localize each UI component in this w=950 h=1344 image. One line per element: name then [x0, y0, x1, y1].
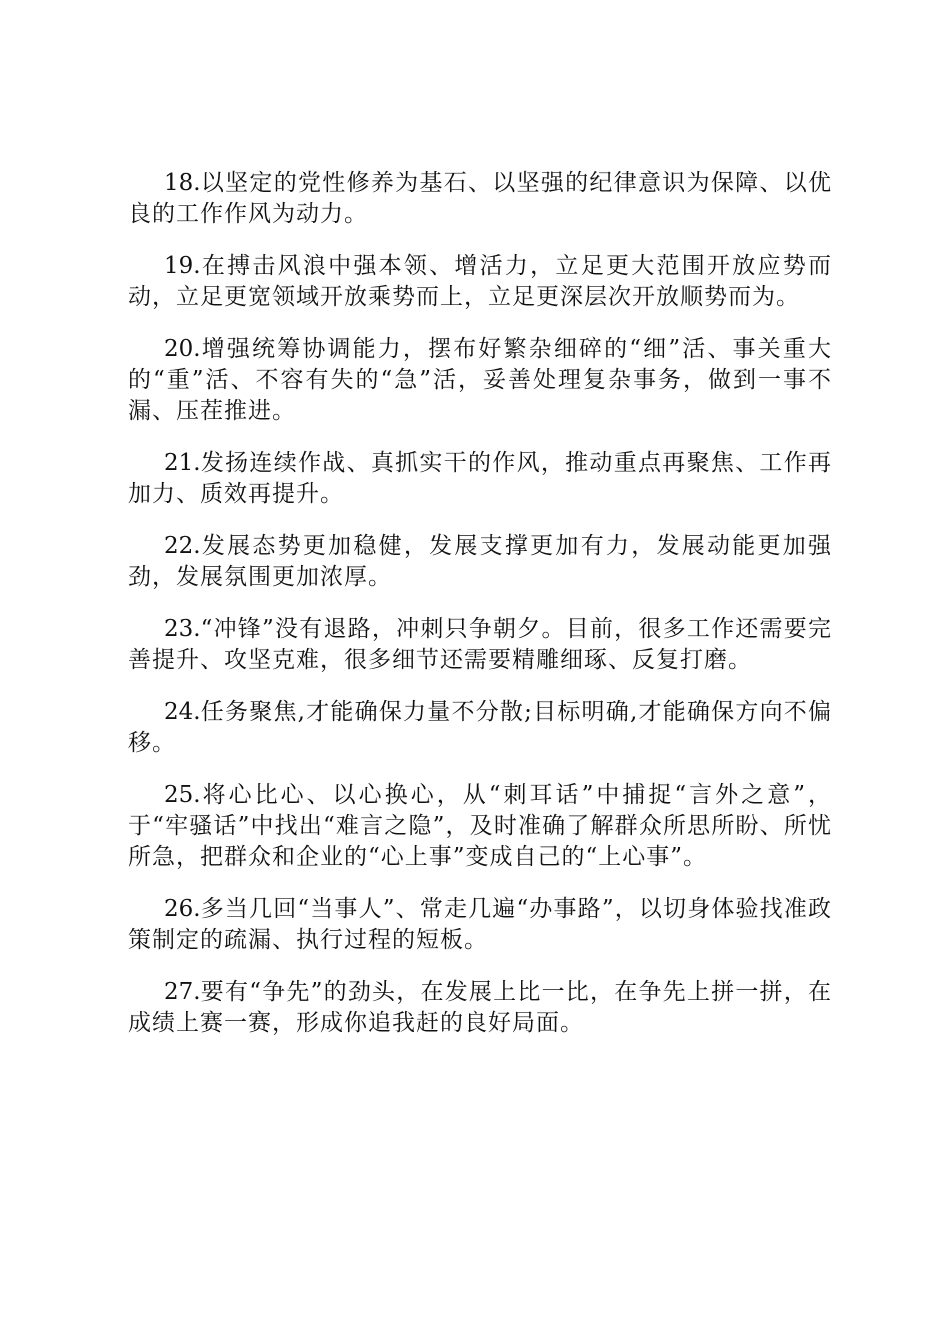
paragraph-text: 要有“争先”的劲头，在发展上比一比，在争先上拼一拼，在成绩上赛一赛，形成你追我赶的良好局面。 [128, 979, 832, 1036]
paragraph-number: 24. [164, 699, 201, 725]
paragraph-number: 25. [164, 782, 201, 808]
paragraph-text: 将心比心、以心换心，从“刺耳话”中捕捉“言外之意”，于“牢骚话”中找出“难言之隐”，及时准确了解群众所思所盼、所忧所急，把群众和企业的“心上事”变成自己的“上心事”。 [128, 782, 832, 870]
paragraph-text: “冲锋”没有退路，冲刺只争朝夕。目前，很多工作还需要完善提升、攻坚克难，很多细节还需要精雕细琢、反复打磨。 [128, 616, 832, 673]
paragraph-21 [128, 448, 832, 510]
paragraph-24 [128, 697, 832, 759]
document-body [128, 168, 832, 1060]
paragraph-text: 任务聚焦,才能确保力量不分散;目标明确,才能确保方向不偏移。 [128, 699, 832, 756]
paragraph-number: 26. [164, 896, 201, 922]
paragraph-number: 19. [164, 253, 201, 279]
paragraph-number: 20. [164, 336, 201, 362]
paragraph-23 [128, 614, 832, 676]
paragraph-text: 发展态势更加稳健，发展支撑更加有力，发展动能更加强劲，发展氛围更加浓厚。 [128, 533, 832, 590]
paragraph-20 [128, 334, 832, 427]
paragraph-27 [128, 977, 832, 1039]
paragraph-text: 增强统筹协调能力，摆布好繁杂细碎的“细”活、事关重大的“重”活、不容有失的“急”活，妥善处理复杂事务，做到一事不漏、压茬推进。 [128, 336, 832, 424]
paragraph-number: 22. [164, 533, 201, 559]
paragraph-number: 23. [164, 616, 201, 642]
paragraph-text: 发扬连续作战、真抓实干的作风，推动重点再聚焦、工作再加力、质效再提升。 [128, 450, 832, 507]
paragraph-number: 21. [164, 450, 201, 476]
paragraph-19 [128, 251, 832, 313]
paragraph-text: 以坚定的党性修养为基石、以坚强的纪律意识为保障、以优良的工作作风为动力。 [128, 170, 832, 227]
paragraph-25 [128, 780, 832, 873]
paragraph-22 [128, 531, 832, 593]
paragraph-text: 在搏击风浪中强本领、增活力，立足更大范围开放应势而动，立足更宽领域开放乘势而上，立足更深层次开放顺势而为。 [128, 253, 832, 310]
paragraph-number: 27. [164, 979, 201, 1005]
paragraph-number: 18. [164, 170, 201, 196]
paragraph-26 [128, 894, 832, 956]
paragraph-text: 多当几回“当事人”、常走几遍“办事路”，以切身体验找准政策制定的疏漏、执行过程的短板。 [128, 896, 832, 953]
paragraph-18 [128, 168, 832, 230]
